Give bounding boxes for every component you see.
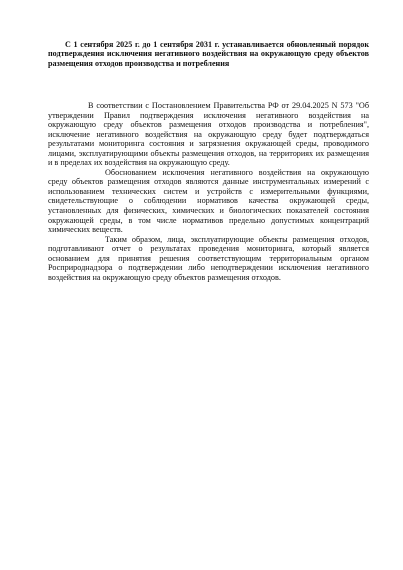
paragraph-1: В соответствии с Постановлением Правительства РФ от 29.04.2025 N 573 "Об утверждении Правил подтверждения исключения негативного воздействия на окружающую среду объектов размещения отходов производства и потребления", исключение негативного воздействия на окружающую среду будет подтверждаться результатами мониторинга состояния и загрязнения окружающей среды, проводимого лицами, эксплуатирующими объекты размещения отходов, на территориях их размещения и в пределах их воздействия на окружающую среду.	[48, 101, 369, 168]
document-heading: С 1 сентября 2025 г. до 1 сентября 2031 г. устанавливается обновленный порядок подтверждения исключения негативного воздействия на окружающую среду объектов размещения отходов производства и потребления	[48, 40, 369, 68]
document-body	[48, 101, 369, 282]
paragraph-3: Таким образом, лица, эксплуатирующие объекты размещения отходов, подготавливают отчет о результатах проведения мониторинга, который является основанием для принятия решения соответствующим территориальным органом Росприроднадзора о подтверждении либо неподтверждении исключения негативного воздействия на окружающую среду объектов размещения отходов.	[48, 234, 369, 282]
paragraph-2: Обоснованием исключения негативного воздействия на окружающую среду объектов размещения отходов являются данные инструментальных измерений с использованием технических систем и устройств с измерительными функциями, свидетельствующие о соблюдении нормативов качества окружающей среды, установленных для физических, химических и биологических показателей состояния окружающей среды, в том числе нормативов предельно допустимых концентраций химических веществ.	[48, 167, 369, 235]
